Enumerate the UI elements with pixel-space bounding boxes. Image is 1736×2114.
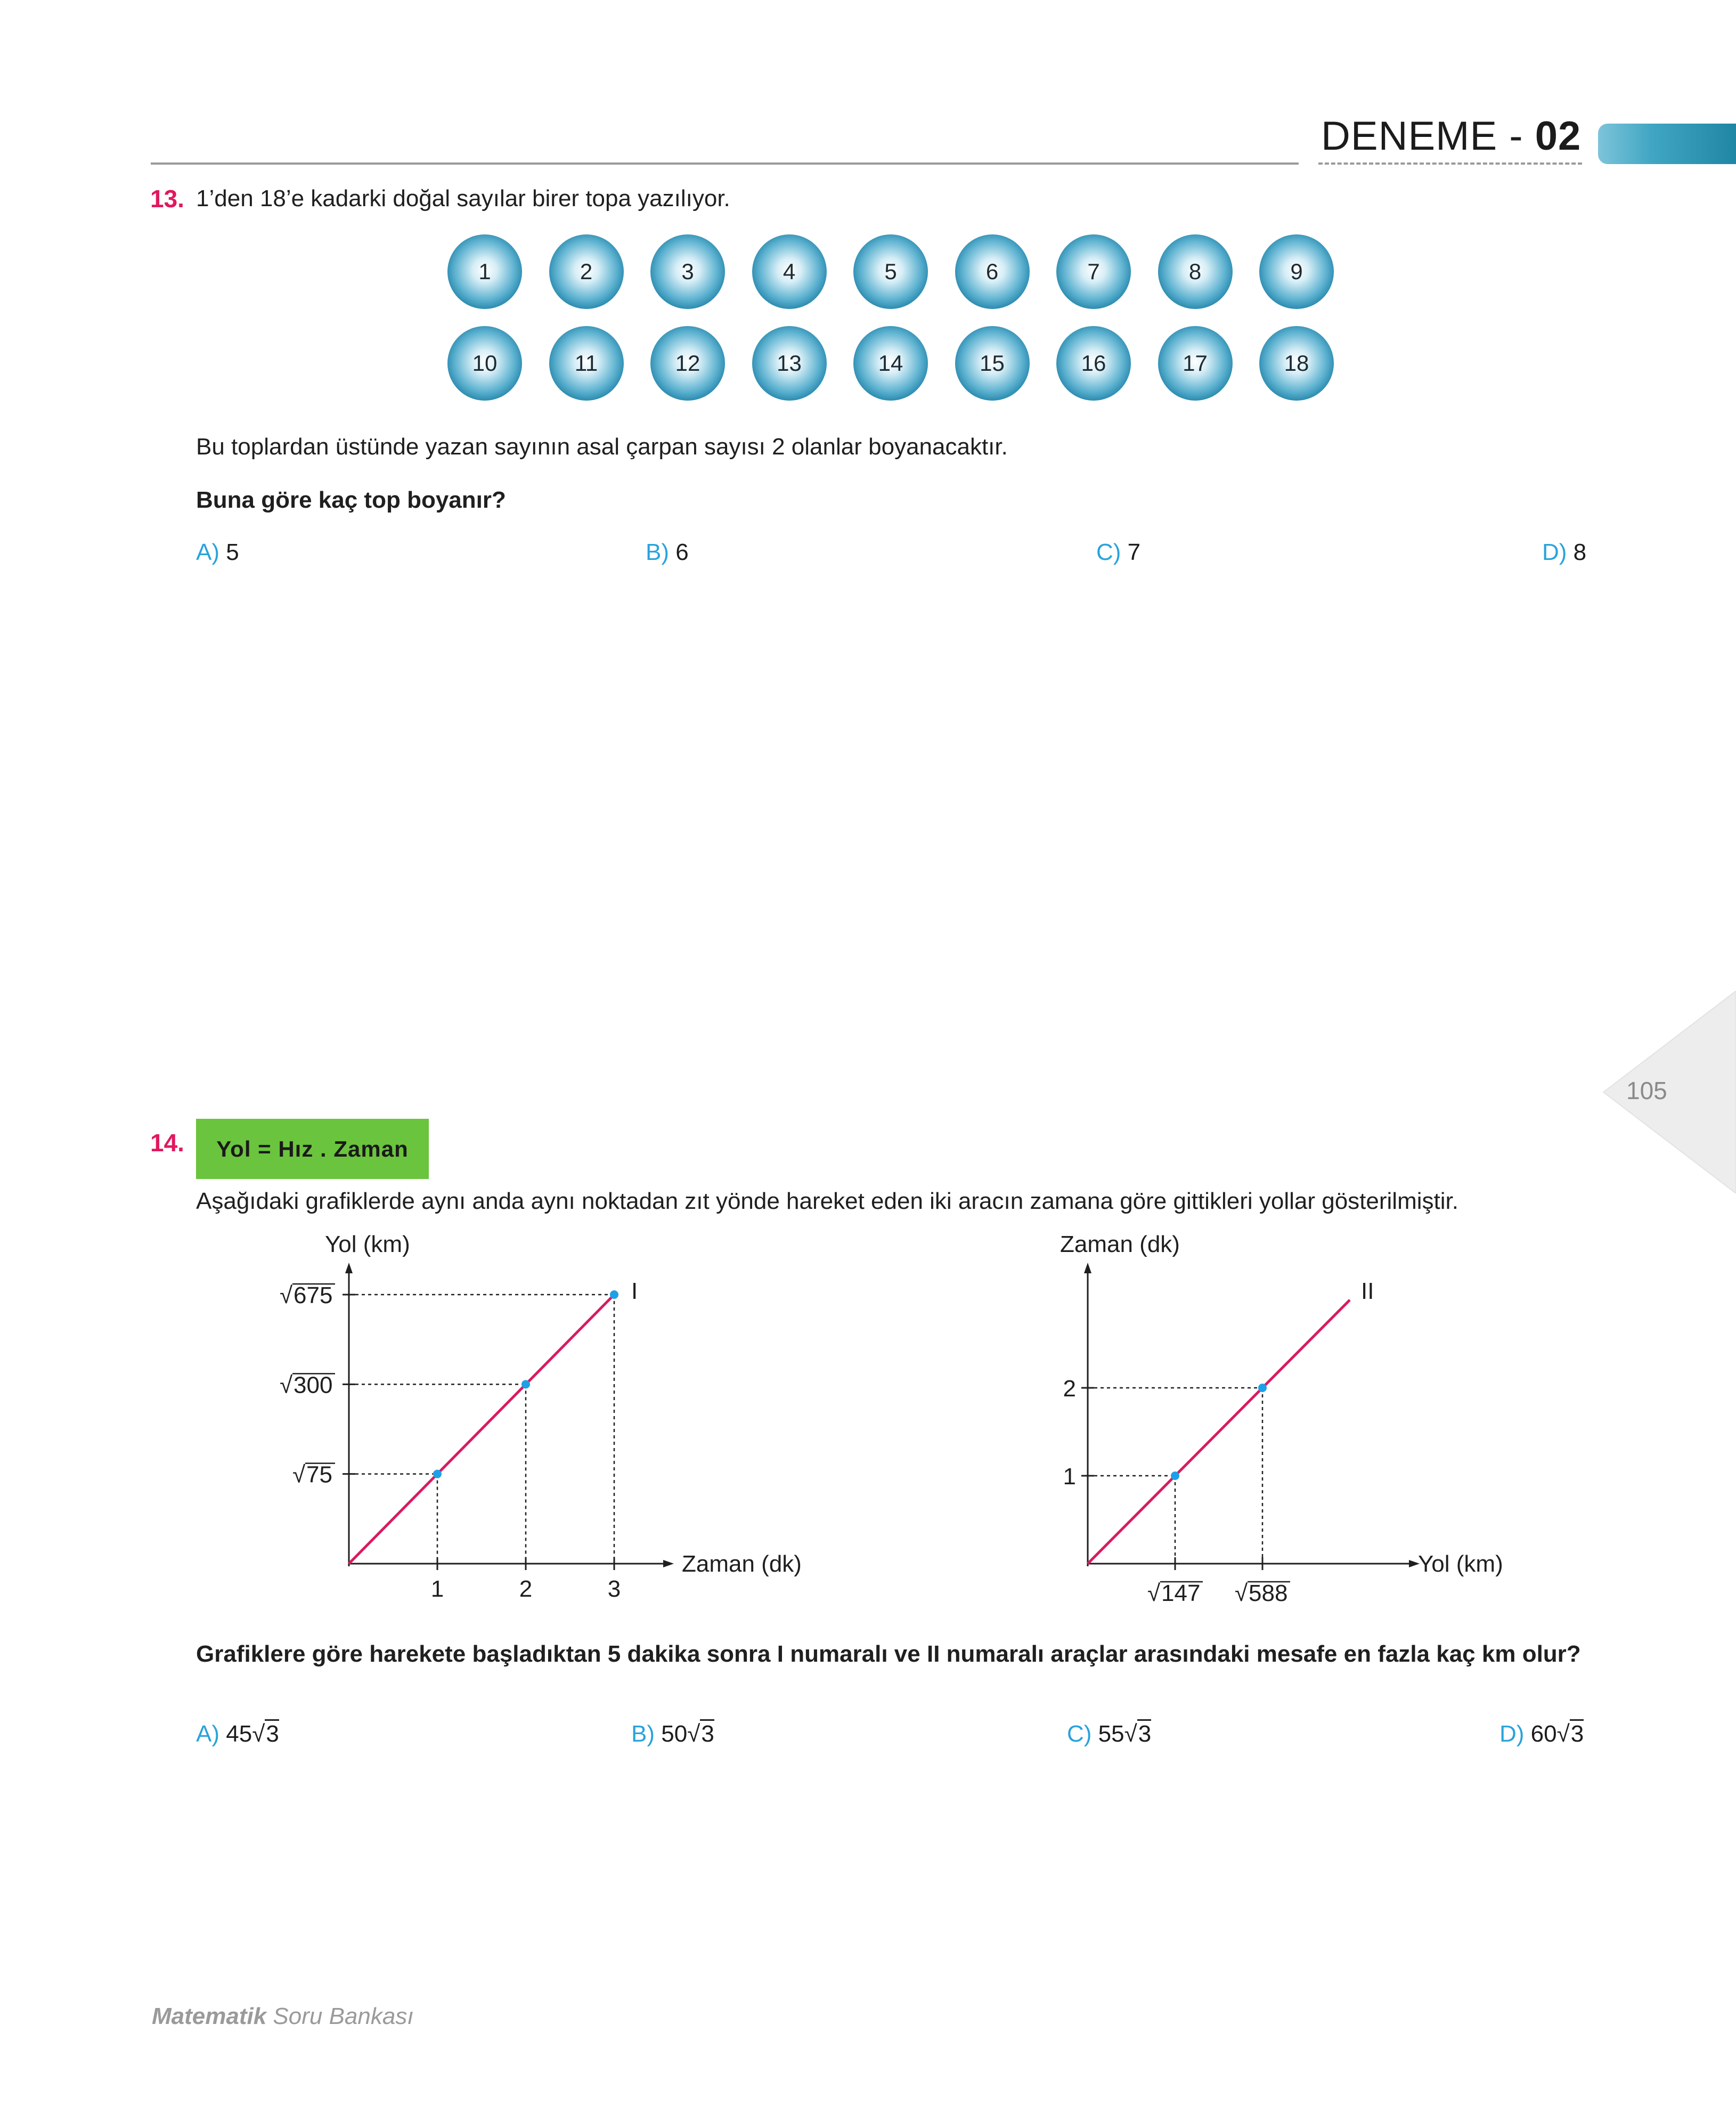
chart1-y-arrow	[345, 1263, 353, 1273]
chart1-xlabel: Zaman (dk)	[682, 1551, 802, 1577]
chart1-ylabel: Yol (km)	[325, 1231, 410, 1257]
svg-text:√: √	[1147, 1580, 1161, 1606]
chart1-xtick-label-1: 1	[430, 1576, 444, 1602]
ball-7: 7	[1056, 234, 1131, 309]
svg-text:√: √	[280, 1282, 293, 1308]
header-dashed-underline	[1318, 162, 1582, 165]
chart2-point-2	[1258, 1384, 1267, 1392]
chart-vehicle-1	[256, 1220, 852, 1620]
ball-9: 9	[1259, 234, 1334, 309]
ball-11: 11	[549, 326, 624, 401]
chart1-ytick-label-3	[280, 1282, 335, 1308]
chart2-xtick-label-1	[1147, 1580, 1203, 1606]
chart1-ytick-label-1	[292, 1462, 335, 1488]
chart2-y-arrow	[1084, 1263, 1091, 1273]
q13-option-c[interactable]: C) 7	[1096, 539, 1141, 565]
q14-option-d[interactable]: D) 60√3	[1499, 1721, 1584, 1747]
page-title: DENEME - 02	[1321, 113, 1582, 159]
chart-vehicle-2	[1055, 1220, 1523, 1620]
ball-1: 1	[447, 234, 522, 309]
chart2-ticks	[1063, 1376, 1290, 1606]
svg-text:75: 75	[306, 1461, 332, 1488]
header-color-tab	[1598, 124, 1736, 164]
q14-option-a[interactable]: A) 45√3	[196, 1721, 279, 1747]
chart1-ytick-label-2	[280, 1372, 335, 1398]
footer-book-title: Matematik Soru Bankası	[152, 2003, 414, 2029]
header-rule	[151, 162, 1299, 165]
q14-statement: Aşağıdaki grafiklerde aynı anda aynı noktadan zıt yönde hareket eden iki aracın zamana göre gittikleri yollar gösterilmiştir.	[196, 1188, 1458, 1214]
svg-text:300: 300	[294, 1372, 333, 1399]
chart2-xlabel: Yol (km)	[1418, 1551, 1503, 1577]
q13-intro: 1’den 18’e kadarki doğal sayılar birer topa yazılıyor.	[196, 185, 730, 212]
q14-option-b[interactable]: B) 50√3	[631, 1721, 714, 1747]
chart1-series-label: I	[631, 1278, 638, 1304]
chart2-series-label: II	[1361, 1278, 1374, 1304]
question-number-13: 13.	[150, 185, 184, 213]
chart1-point-1	[433, 1470, 442, 1478]
q14-question: Grafiklere göre harekete başladıktan 5 dakika sonra I numaralı ve II numaralı araçlar arasındaki mesafe en fazla kaç km olur?	[196, 1641, 1581, 1667]
q13-statement: Bu toplardan üstünde yazan sayının asal çarpan sayısı 2 olanlar boyanacaktır.	[196, 434, 1008, 460]
ball-5: 5	[853, 234, 928, 309]
chart1-series-line	[349, 1295, 614, 1564]
ball-8: 8	[1158, 234, 1233, 309]
chart1-x-arrow	[663, 1560, 674, 1567]
formula-box	[196, 1119, 429, 1179]
ball-4: 4	[752, 234, 827, 309]
formula-text: Yol = Hız . Zaman	[216, 1136, 409, 1161]
svg-text:588: 588	[1249, 1580, 1288, 1606]
svg-text:√: √	[292, 1461, 306, 1488]
q13-option-a[interactable]: A) 5	[196, 539, 239, 565]
q13-option-b[interactable]: B) 6	[646, 539, 689, 565]
chart1-ticks	[280, 1282, 621, 1602]
svg-text:√: √	[1235, 1580, 1248, 1606]
chart2-ytick-label-2: 2	[1063, 1376, 1076, 1402]
chart2-series-line	[1088, 1300, 1350, 1564]
svg-text:675: 675	[294, 1282, 333, 1308]
ball-18: 18	[1259, 326, 1334, 401]
ball-2: 2	[549, 234, 624, 309]
q13-option-d[interactable]: D) 8	[1542, 539, 1587, 565]
question-number-14: 14.	[150, 1129, 184, 1157]
chart1-point-3	[610, 1290, 618, 1299]
q14-option-c[interactable]: C) 55√3	[1067, 1721, 1151, 1747]
page-number: 105	[1626, 1077, 1667, 1104]
chart2-ytick-label-1: 1	[1063, 1463, 1076, 1490]
chart1-xtick-label-3: 3	[607, 1576, 621, 1602]
ball-10: 10	[447, 326, 522, 401]
ball-17: 17	[1158, 326, 1233, 401]
svg-text:147: 147	[1161, 1580, 1201, 1606]
chart2-xtick-label-2	[1235, 1580, 1290, 1606]
chart1-point-2	[521, 1380, 530, 1388]
q13-question: Buna göre kaç top boyanır?	[196, 487, 506, 513]
ball-6: 6	[955, 234, 1030, 309]
chart1-xtick-label-2: 2	[519, 1576, 533, 1602]
ball-3: 3	[650, 234, 725, 309]
ball-13: 13	[752, 326, 827, 401]
ball-14: 14	[853, 326, 928, 401]
chart2-point-1	[1171, 1471, 1179, 1480]
ball-15: 15	[955, 326, 1030, 401]
ball-12: 12	[650, 326, 725, 401]
chart2-ylabel: Zaman (dk)	[1060, 1231, 1180, 1257]
ball-16: 16	[1056, 326, 1131, 401]
svg-text:√: √	[280, 1372, 293, 1399]
